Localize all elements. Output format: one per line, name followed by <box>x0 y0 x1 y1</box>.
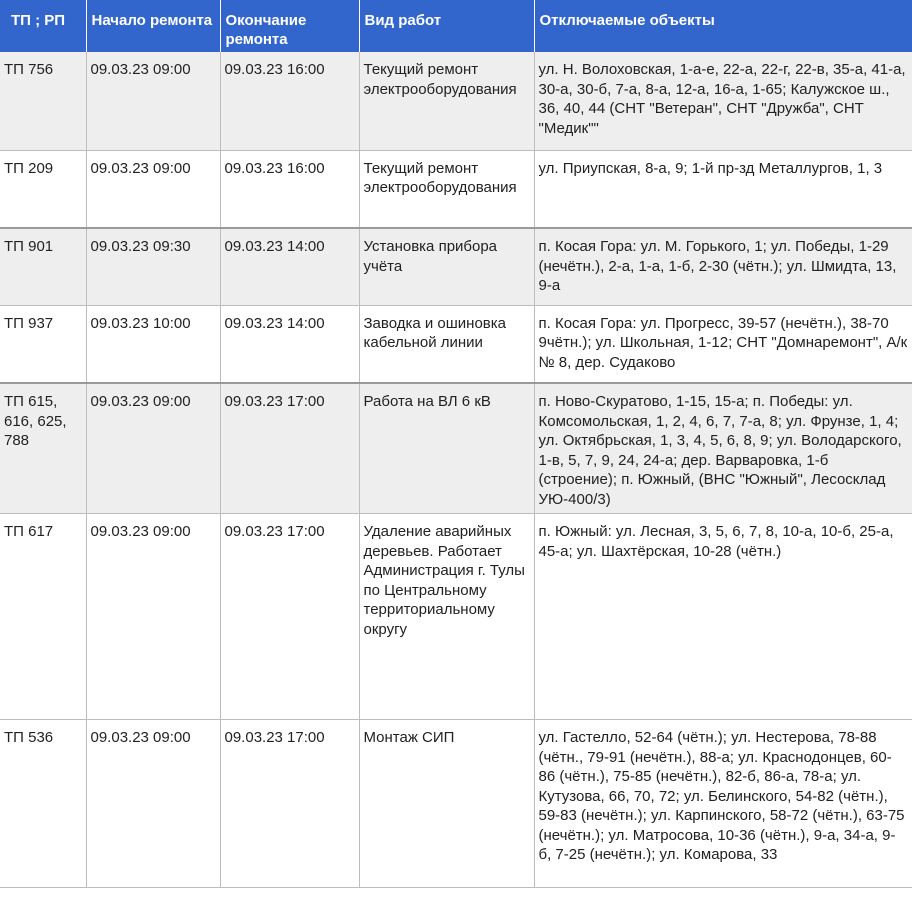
cell-tp: ТП 536 <box>0 720 86 888</box>
header-objects: Отключаемые объекты <box>534 0 912 52</box>
table-row <box>0 514 912 720</box>
cell-work: Работа на ВЛ 6 кВ <box>359 383 534 514</box>
table-row <box>0 305 912 383</box>
cell-work: Текущий ремонт электрооборудования <box>359 52 534 150</box>
table-row <box>0 150 912 228</box>
cell-tp: ТП 901 <box>0 228 86 305</box>
cell-work: Монтаж СИП <box>359 720 534 888</box>
table-header-row <box>0 0 912 52</box>
cell-start: 09.03.23 09:30 <box>86 228 220 305</box>
table-row <box>0 52 912 150</box>
cell-work: Удаление аварийных деревьев. Работает Администрация г. Тулы по Центральному территориальному округу <box>359 514 534 720</box>
header-start: Начало ремонта <box>86 0 220 52</box>
cell-start: 09.03.23 10:00 <box>86 305 220 383</box>
header-work: Вид работ <box>359 0 534 52</box>
cell-start: 09.03.23 09:00 <box>86 514 220 720</box>
cell-objects: ул. Гастелло, 52-64 (чётн.); ул. Нестерова, 78-88 (чётн., 79-91 (нечётн.), 88-а; ул. Краснодонцев, 60-86 (чётн.), 75-85 (нечётн.), 82-б, 86-а, 78-а; ул. Кутузова, 66, 70, 72; ул. Белинского, 54-82 (чётн.), 59-83 (нечётн.); ул. Карпинского, 58-72 (чётн.), 63-75 (нечётн.); ул. Матросова, 10-36 (чётн.), 9-а, 34-а, 9-б, 7-25 (нечётн.); ул. Комарова, 33 <box>534 720 912 888</box>
cell-start: 09.03.23 09:00 <box>86 52 220 150</box>
cell-end: 09.03.23 17:00 <box>220 720 359 888</box>
cell-end: 09.03.23 17:00 <box>220 383 359 514</box>
cell-tp: ТП 209 <box>0 150 86 228</box>
cell-objects: ул. Н. Волоховская, 1-а-е, 22-а, 22-г, 22-в, 35-а, 41-а, 30-а, 30-б, 7-а, 8-а, 12-а, 16-а, 1-65; Калужское ш., 36, 40, 44 (СНТ "Ветеран", СНТ "Дружба", СНТ "Медик"" <box>534 52 912 150</box>
cell-objects: ул. Приупская, 8-а, 9; 1-й пр-зд Металлургов, 1, 3 <box>534 150 912 228</box>
cell-tp: ТП 756 <box>0 52 86 150</box>
cell-work: Текущий ремонт электрооборудования <box>359 150 534 228</box>
cell-objects: п. Косая Гора: ул. Прогресс, 39-57 (нечётн.), 38-70 9чётн.); ул. Школьная, 1-12; СНТ "Домнаремонт", А/к № 8, дер. Судаково <box>534 305 912 383</box>
table-row <box>0 383 912 514</box>
cell-end: 09.03.23 16:00 <box>220 150 359 228</box>
cell-end: 09.03.23 14:00 <box>220 228 359 305</box>
header-tp: ТП ; РП <box>0 0 86 52</box>
table-row <box>0 228 912 305</box>
header-end: Окончание ремонта <box>220 0 359 52</box>
cell-start: 09.03.23 09:00 <box>86 383 220 514</box>
cell-tp: ТП 937 <box>0 305 86 383</box>
cell-work: Заводка и ошиновка кабельной линии <box>359 305 534 383</box>
cell-start: 09.03.23 09:00 <box>86 150 220 228</box>
cell-start: 09.03.23 09:00 <box>86 720 220 888</box>
cell-objects: п. Ново-Скуратово, 1-15, 15-а; п. Победы: ул. Комсомольская, 1, 2, 4, 6, 7, 7-а, 8; ул. Фрунзе, 1, 4; ул. Октябрьская, 1, 3, 4, 5, 6, 8, 9; ул. Володарского, 1-в, 5, 7, 9, 24, 24-а; дер. Варваровка, 1-б (строение); п. Южный, (ВНС "Южный", Лесосклад УЮ-400/3) <box>534 383 912 514</box>
cell-end: 09.03.23 16:00 <box>220 52 359 150</box>
table-row <box>0 720 912 888</box>
cell-objects: п. Косая Гора: ул. М. Горького, 1; ул. Победы, 1-29 (нечётн.), 2-а, 1-а, 1-б, 2-30 (чётн.); ул. Шмидта, 13, 9-а <box>534 228 912 305</box>
cell-end: 09.03.23 17:00 <box>220 514 359 720</box>
cell-work: Установка прибора учёта <box>359 228 534 305</box>
cell-tp: ТП 617 <box>0 514 86 720</box>
cell-tp: ТП 615, 616, 625, 788 <box>0 383 86 514</box>
cell-objects: п. Южный: ул. Лесная, 3, 5, 6, 7, 8, 10-а, 10-б, 25-а, 45-а; ул. Шахтёрская, 10-28 (чётн.) <box>534 514 912 720</box>
cell-end: 09.03.23 14:00 <box>220 305 359 383</box>
